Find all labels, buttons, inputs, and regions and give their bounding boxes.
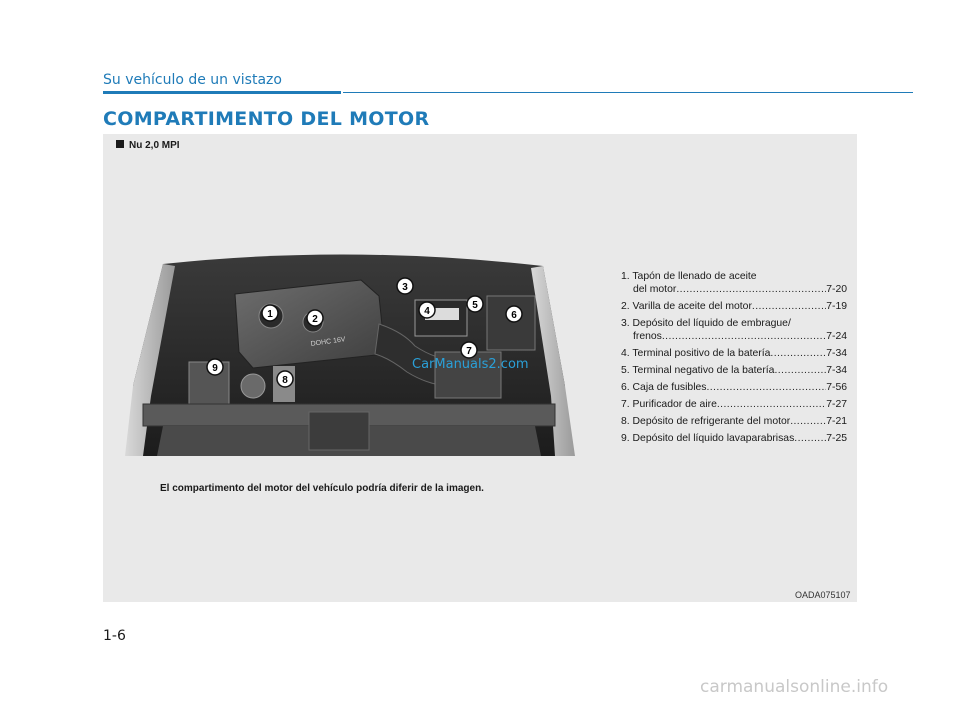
legend-item bbox=[621, 398, 847, 411]
figure-code: OADA075107 bbox=[795, 590, 851, 600]
legend-item-label: 5. Terminal negativo de la batería bbox=[621, 365, 775, 376]
page-title: COMPARTIMENTO DEL MOTOR bbox=[103, 108, 430, 130]
legend-item-page: 7-20 bbox=[826, 284, 847, 295]
engine-badge-text: DOHC 16V bbox=[310, 336, 346, 348]
callout-marker bbox=[461, 342, 477, 358]
callout-marker bbox=[506, 306, 522, 322]
legend-item-page: 7-34 bbox=[826, 365, 847, 376]
section-heading: Su vehículo de un vistazo bbox=[103, 72, 282, 88]
legend-item bbox=[621, 270, 847, 296]
callout-number: 1 bbox=[267, 309, 273, 320]
component-legend bbox=[621, 270, 847, 449]
callout-number: 4 bbox=[424, 306, 430, 317]
legend-item-label-cont: frenos bbox=[633, 331, 662, 342]
legend-item bbox=[621, 300, 847, 313]
callout-number: 7 bbox=[466, 346, 472, 357]
square-bullet-icon bbox=[116, 140, 124, 148]
callout-marker bbox=[307, 310, 323, 326]
legend-item-page: 7-25 bbox=[826, 433, 847, 444]
alternator bbox=[241, 374, 265, 398]
legend-item-label: 1. Tapón de llenado de aceite bbox=[621, 271, 757, 282]
legend-item-label-cont: del motor bbox=[633, 284, 677, 295]
callout-number: 5 bbox=[472, 300, 478, 311]
legend-item-page: 7-34 bbox=[826, 348, 847, 359]
legend-item-page: 7-19 bbox=[826, 301, 847, 312]
legend-item-page: 7-21 bbox=[826, 416, 847, 427]
legend-item bbox=[621, 347, 847, 360]
callout-marker bbox=[467, 296, 483, 312]
figure-caption: El compartimento del motor del vehículo podría diferir de la imagen. bbox=[160, 483, 484, 494]
footer-watermark: carmanualsonline.info bbox=[700, 677, 889, 697]
callout-number: 2 bbox=[312, 314, 318, 325]
legend-item bbox=[621, 415, 847, 428]
fuse-box bbox=[487, 296, 535, 350]
header-rule-thick bbox=[103, 91, 341, 94]
callout-number: 8 bbox=[282, 375, 288, 386]
legend-item-label: 9. Depósito del líquido lavaparabrisas bbox=[621, 433, 795, 444]
callout-marker bbox=[207, 359, 223, 375]
legend-item-page: 7-24 bbox=[826, 331, 847, 342]
legend-item-label: 3. Depósito del líquido de embrague/ bbox=[621, 318, 791, 329]
variant-text: Nu 2,0 MPI bbox=[129, 140, 180, 151]
page-number: 1-6 bbox=[103, 628, 126, 644]
legend-item-page: 7-27 bbox=[826, 399, 847, 410]
engine-variant-label bbox=[116, 140, 180, 151]
callout-number: 3 bbox=[402, 282, 408, 293]
legend-item-page: 7-56 bbox=[826, 382, 847, 393]
callout-marker bbox=[262, 305, 278, 321]
legend-item bbox=[621, 381, 847, 394]
legend-item-label: 6. Caja de fusibles bbox=[621, 382, 707, 393]
callout-number: 9 bbox=[212, 363, 218, 374]
callout-marker bbox=[397, 278, 413, 294]
engine-bay-illustration bbox=[103, 236, 595, 462]
callout-number: 6 bbox=[511, 310, 517, 321]
legend-item-label: 8. Depósito de refrigerante del motor bbox=[621, 416, 791, 427]
legend-item-label: 4. Terminal positivo de la batería bbox=[621, 348, 771, 359]
legend-item-label: 2. Varilla de aceite del motor bbox=[621, 301, 752, 312]
legend-item-label: 7. Purificador de aire bbox=[621, 399, 717, 410]
overlay-watermark: CarManuals2.com bbox=[412, 357, 529, 372]
legend-item bbox=[621, 364, 847, 377]
callout-marker bbox=[419, 302, 435, 318]
callout-marker bbox=[277, 371, 293, 387]
legend-item bbox=[621, 432, 847, 445]
header-rule-thin bbox=[343, 92, 913, 93]
legend-item bbox=[621, 317, 847, 343]
